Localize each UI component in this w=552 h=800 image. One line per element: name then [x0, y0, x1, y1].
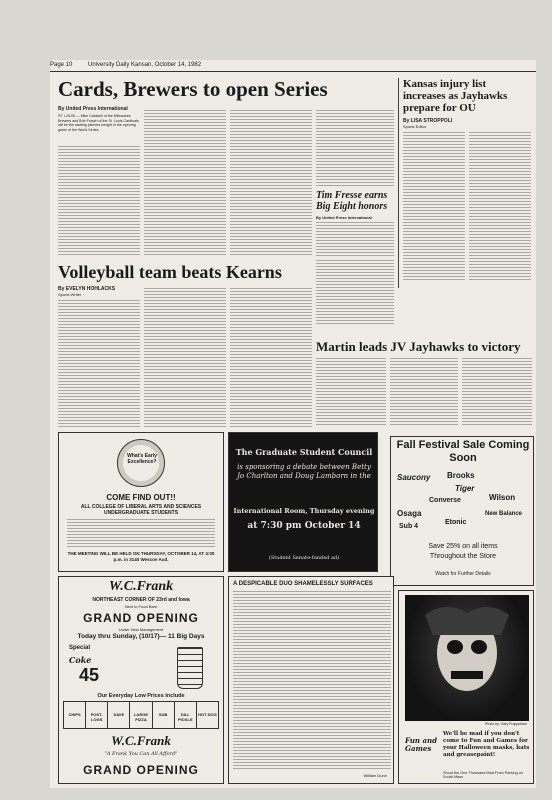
cards-column-3	[230, 110, 312, 256]
cards-column-2	[144, 110, 226, 256]
fall-save: Save 25% on all items	[428, 543, 498, 550]
kansas-col-2	[469, 132, 531, 282]
brand-wilson: Wilson	[489, 493, 516, 502]
come-subtitle: ALL COLLEGE OF LIBERAL ARTS AND SCIENCES UNDERGRADUATE STUDENTS	[80, 504, 202, 516]
volley-col-1	[58, 300, 140, 428]
wc-cell-chips: CHIPS	[64, 702, 86, 728]
paper-name: University Daily Kansan, October 14, 1982	[88, 62, 202, 68]
wc-price: 45	[79, 665, 100, 685]
wc-everyday: Our Everyday Low Prices Include	[97, 693, 185, 699]
early-excellence-badge	[117, 439, 165, 487]
badge-text: What's Early Excellence?	[127, 453, 157, 465]
brand-saucony: Saucony	[397, 473, 431, 482]
wc-cell-save: SAVE	[108, 702, 130, 728]
kansas-byline: By LISA STROPPOLI	[403, 118, 453, 124]
wc-price-grid	[63, 701, 219, 729]
brand-new-balance: New Balance	[485, 511, 523, 517]
costume-tagline: We'll be mad if you don't come to Fun and Games for your Halloween masks, hats and greasepaint!	[443, 731, 530, 758]
debate-line-1: The Graduate Student Council	[235, 447, 373, 457]
volley-headline: Volleyball team beats Kearns	[58, 262, 282, 282]
debate-line-4: at 7:30 pm October 14	[247, 521, 361, 531]
wc-special: Special	[69, 645, 91, 651]
costume-logo: Fun and Games	[405, 736, 437, 753]
dup-body	[233, 591, 391, 769]
brand-grid	[397, 471, 529, 537]
wc-coke: Coke	[69, 655, 92, 665]
volley-col-3	[230, 288, 312, 428]
debate-line-2: is sponsoring a debate between Betty Jo Charlton and Doug Lamborn in the	[237, 463, 371, 480]
volley-byline: By EVELYN HOHLACKS	[58, 286, 116, 292]
cards-byline: By United Press International	[58, 106, 128, 112]
fall-title: Fall Festival Sale Coming Soon	[396, 439, 530, 464]
volley-role: Sports Writer	[58, 292, 82, 297]
newspaper-page	[50, 60, 536, 788]
come-meeting: THE MEETING WILL BE HELD ON THURSDAY, OCTOBER 14, AT 4:00 p.m. in 3140 Wescoe Aud.	[67, 551, 215, 562]
brand-converse: Converse	[429, 497, 461, 504]
wc-cell-hot-dog: HOT DOG	[198, 712, 217, 717]
costume-ad	[398, 590, 534, 784]
wc-tagline: "A Frank You Can All Afford"	[104, 751, 178, 757]
wc-today: Today thru Sunday, (10/17)— 11 Big Days	[77, 633, 205, 640]
tim-headline: Tim Fresse earns Big Eight honors	[316, 190, 388, 212]
wc-cell-sub: SUB	[153, 702, 175, 728]
come-title: COME FIND OUT!!	[106, 493, 176, 502]
wc-logo: W.C.Frank	[108, 579, 174, 594]
wc-cell-post-logs: POST-LOGS	[86, 702, 108, 728]
cards-headline: Cards, Brewers to open Series	[58, 77, 328, 101]
martin-headline: Martin leads JV Jayhawks to victory	[316, 339, 521, 354]
brand-etonic: Etonic	[445, 519, 467, 526]
wc-grand-opening-2: GRAND OPENING	[83, 763, 199, 777]
wc-cup-icon	[177, 647, 203, 689]
wc-logo-2: W.C.Frank	[111, 733, 171, 748]
cards-column-1	[58, 146, 140, 256]
brand-sub4: Sub 4	[399, 523, 419, 530]
cards-dateline: ST. LOUIS — Mike Caldwell of the Milwaukee Brewers and Bob Forsch of the St. Louis Cardinals will be the starting pitchers tonight in the opening game of the World Series.	[58, 114, 139, 132]
page-number: Page 10	[50, 62, 73, 68]
come-body	[67, 519, 215, 547]
brand-osaga: Osaga	[397, 509, 422, 518]
dup-headline: A DESPICABLE DUO SHAMELESSLY SURFACES	[233, 581, 373, 587]
wc-next: Next to Food Barn	[124, 604, 158, 609]
volley-col-2	[144, 288, 226, 428]
skull-mask-icon	[405, 595, 529, 721]
fall-throughout: Throughout the Store	[429, 553, 497, 560]
page-folio	[50, 62, 536, 72]
kansas-story	[398, 78, 532, 288]
debate-footer: (Student Senate-funded ad)	[268, 555, 340, 561]
come-find-out-ad	[58, 432, 224, 572]
costume-image	[405, 595, 529, 721]
costume-foot: Shoot the One Thousand Mad From Parking on South Mass	[443, 771, 523, 779]
wc-grand-opening: GRAND OPENING	[83, 611, 199, 625]
debate-ad	[228, 432, 378, 572]
dup-signer: William Dunn	[363, 773, 387, 778]
wc-cell-pizza: LARGE PIZZA	[130, 702, 152, 728]
wc-cell-pickle: DILL PICKLE	[175, 702, 197, 728]
fall-festival-ad	[390, 436, 534, 586]
martin-col-2	[390, 358, 458, 426]
wc-mgmt: Under New Management	[118, 627, 164, 632]
volley-col-4	[316, 260, 394, 326]
wc-sub: NORTHEAST CORNER OF 23rd and Iowa	[92, 597, 190, 603]
kansas-col-1	[403, 132, 465, 282]
costume-credit: Photo by: Gary Frappolone	[484, 722, 527, 726]
despicable-duo-ad	[228, 576, 394, 784]
debate-line-3: International Room, Thursday evening	[233, 507, 375, 515]
wc-frank-ad	[58, 576, 224, 784]
brand-tiger: Tiger	[455, 484, 475, 493]
tim-text	[316, 222, 394, 256]
kansas-role: Sports Editor	[403, 124, 427, 129]
fall-watch: Watch for Further Details	[435, 571, 491, 577]
martin-col-1	[316, 358, 386, 426]
kansas-headline: Kansas injury list increases as Jayhawks prepare for OU	[403, 78, 508, 114]
martin-col-3	[462, 358, 532, 426]
tim-byline: By United Press International	[316, 215, 372, 220]
brand-brooks: Brooks	[447, 471, 475, 480]
cards-column-4	[316, 110, 394, 188]
